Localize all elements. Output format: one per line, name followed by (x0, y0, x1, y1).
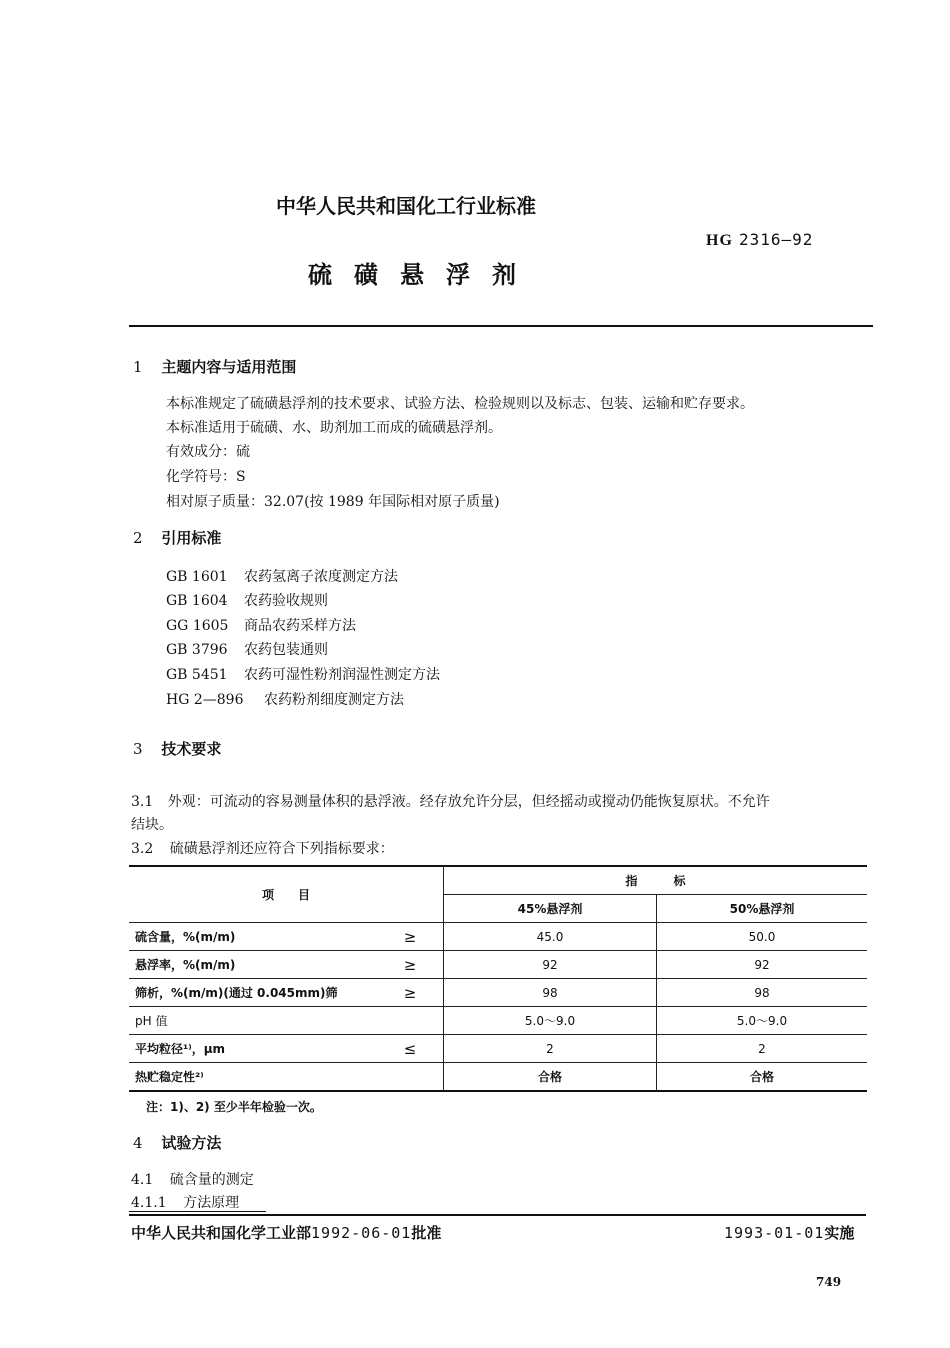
reference-item (166, 615, 356, 635)
table-row (129, 1063, 867, 1092)
reference-title: 农药包装通则 (244, 642, 328, 658)
row-symbol: ≥ (377, 951, 444, 979)
approve-date: 1992-06-01 (311, 1224, 412, 1242)
section1-line: 有效成分：硫 (166, 444, 250, 460)
row-symbol (377, 1063, 444, 1092)
page-number: 749 (816, 1275, 842, 1289)
clause-text: 外观：可流动的容易测量体积的悬浮液。经存放允许分层，但经摇动或搅动仍能恢复原状。不允许 (167, 794, 770, 810)
table-row (129, 1007, 867, 1035)
row-value-50: 合格 (657, 1063, 868, 1092)
row-item: pH 值 (129, 1007, 377, 1035)
table-row (129, 951, 867, 979)
header-50: 50%悬浮剂 (657, 895, 868, 923)
standard-code-number: 2316—92 (738, 230, 814, 249)
row-item: 硫含量，%(m/m) (129, 923, 377, 951)
impl-date: 1993-01-01 (724, 1224, 825, 1242)
standard-code-prefix: HG (706, 232, 733, 249)
section3-title: 技术要求 (161, 740, 222, 758)
section1-line: 本标准规定了硫磺悬浮剂的技术要求、试验方法、检验规则以及标志、包装、运输和贮存要求。 (166, 396, 754, 412)
row-value-50: 50.0 (657, 923, 868, 951)
row-value-50: 98 (657, 979, 868, 1007)
row-value-45: 92 (444, 951, 657, 979)
clause-text: 硫磺悬浮剂还应符合下列指标要求： (169, 841, 394, 857)
row-symbol: ≥ (377, 979, 444, 1007)
clause-3-1-continued: 结块。 (131, 817, 173, 833)
reference-title: 农药可湿性粉剂润湿性测定方法 (244, 667, 440, 683)
reference-code: HG 2—896 (166, 692, 244, 708)
reference-item (166, 566, 398, 586)
clause-4-1-1 (131, 1192, 239, 1212)
table-row (129, 923, 867, 951)
reference-item (166, 689, 404, 709)
reference-item (166, 590, 328, 610)
approver: 中华人民共和国化学工业部 (131, 1224, 312, 1242)
header-divider (129, 325, 873, 327)
footer-divider (129, 1214, 866, 1216)
row-item: 悬浮率，%(m/m) (129, 951, 377, 979)
row-value-45: 98 (444, 979, 657, 1007)
header-45: 45%悬浮剂 (444, 895, 657, 923)
reference-title: 农药验收规则 (244, 593, 328, 609)
section1-line: 化学符号：S (166, 469, 246, 485)
row-value-45: 45.0 (444, 923, 657, 951)
table-row (129, 1035, 867, 1063)
reference-item (166, 664, 440, 684)
section1-line: 相对原子质量：32.07(按 1989 年国际相对原子质量) (166, 494, 500, 510)
impl-word: 实施 (824, 1224, 855, 1242)
reference-code: GB 5451 (166, 667, 228, 683)
row-value-45: 2 (444, 1035, 657, 1063)
implementation-line (724, 1222, 854, 1243)
clause-number: 3.1 (131, 794, 154, 810)
section2-number: 2 (133, 529, 143, 547)
reference-item (166, 639, 328, 659)
table-header-row (129, 866, 867, 895)
standard-name: 硫磺悬浮剂 (308, 261, 538, 289)
approval-line (131, 1222, 441, 1243)
section3-heading (133, 738, 221, 759)
row-item: 筛析，%(m/m)(通过 0.045mm)筛 (129, 979, 377, 1007)
clause-3-1 (131, 791, 770, 811)
section2-heading (133, 527, 221, 548)
page-title: 中华人民共和国化工行业标准 (276, 194, 536, 218)
reference-title: 商品农药采样方法 (244, 618, 356, 634)
section4-title: 试验方法 (161, 1134, 222, 1152)
header-item: 项 目 (129, 866, 444, 923)
clause-text: 方法原理 (183, 1195, 240, 1211)
clause-underline (129, 1211, 266, 1212)
table-note: 注：1)、2) 至少半年检验一次。 (146, 1100, 322, 1114)
section4-number: 4 (133, 1134, 143, 1152)
table-row (129, 979, 867, 1007)
approve-word: 批准 (411, 1224, 442, 1242)
clause-number: 4.1 (131, 1172, 154, 1188)
reference-code: GB 3796 (166, 642, 228, 658)
section2-title: 引用标准 (161, 529, 222, 547)
reference-title: 农药氢离子浓度测定方法 (244, 569, 398, 585)
reference-code: GG 1605 (166, 618, 229, 634)
row-item: 热贮稳定性²⁾ (129, 1063, 377, 1092)
row-value-45: 合格 (444, 1063, 657, 1092)
section4-heading (133, 1132, 221, 1153)
clause-text: 硫含量的测定 (169, 1172, 254, 1188)
row-value-50: 5.0～9.0 (657, 1007, 868, 1035)
clause-4-1 (131, 1169, 254, 1189)
section1-title: 主题内容与适用范围 (161, 358, 297, 376)
header-index: 指 标 (444, 866, 868, 895)
row-symbol: ≥ (377, 923, 444, 951)
section1-number: 1 (133, 358, 143, 376)
section3-number: 3 (133, 740, 143, 758)
section1-heading (133, 356, 296, 377)
row-item: 平均粒径¹⁾，μm (129, 1035, 377, 1063)
reference-code: GB 1604 (166, 593, 228, 609)
row-value-50: 92 (657, 951, 868, 979)
section1-line: 本标准适用于硫磺、水、助剂加工而成的硫磺悬浮剂。 (166, 420, 502, 436)
clause-number: 3.2 (131, 841, 154, 857)
reference-code: GB 1601 (166, 569, 228, 585)
row-value-50: 2 (657, 1035, 868, 1063)
clause-3-2 (131, 838, 394, 858)
reference-title: 农药粉剂细度测定方法 (264, 692, 404, 708)
specification-table (129, 865, 867, 1092)
clause-number: 4.1.1 (131, 1195, 167, 1211)
row-symbol: ≤ (377, 1035, 444, 1063)
row-value-45: 5.0～9.0 (444, 1007, 657, 1035)
row-symbol (377, 1007, 444, 1035)
standard-code (706, 230, 813, 250)
